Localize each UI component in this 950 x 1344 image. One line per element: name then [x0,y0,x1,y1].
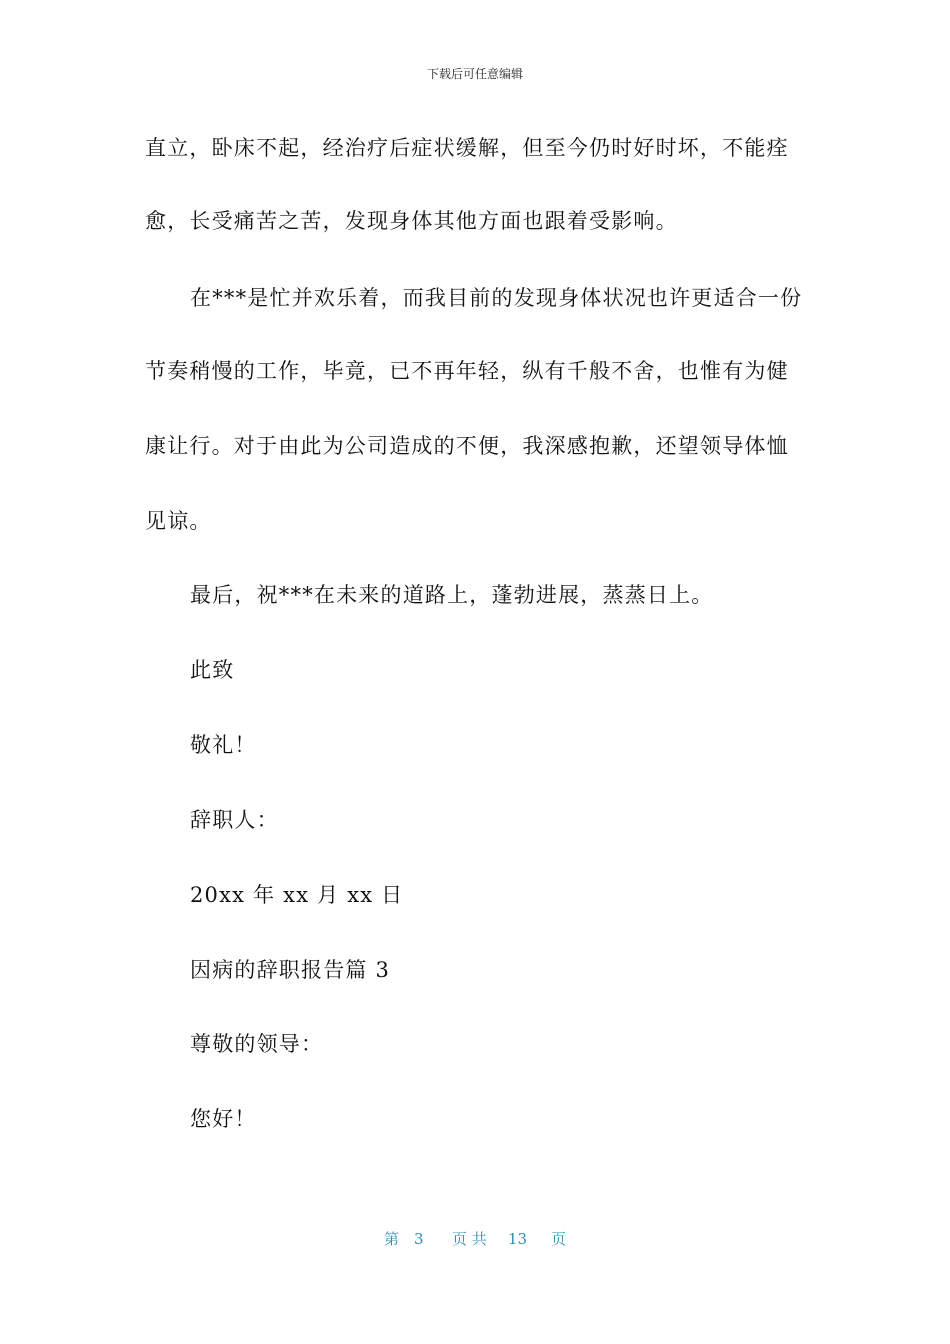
footer-label-end: 页 [551,1230,567,1248]
section-title: 因病的辞职报告篇 3 [190,958,391,982]
closing-respect: 敬礼！ [190,733,257,757]
paragraph-start-line: 最后，祝***在未来的道路上，蓬勃进展，蒸蒸日上。 [190,583,714,607]
closing-salutation: 此致 [190,658,235,682]
date-line: 20xx 年 xx 月 xx 日 [190,883,404,907]
paragraph-start-line: 在***是忙并欢乐着，而我目前的发现身体状况也许更适合一份 [190,286,803,310]
footer-total-pages: 13 [508,1230,528,1248]
text-line: 康让行。对于由此为公司造成的不便，我深感抱歉，还望领导体恤 [145,434,789,458]
page-header: 下载后可任意编辑 [426,67,523,81]
text-line: 直立，卧床不起，经治疗后症状缓解，但至今仍时好时坏，不能痊 [145,136,789,160]
footer-label-total: 页 共 [452,1230,487,1248]
signature-label: 辞职人： [190,808,279,832]
footer-current-page: 3 [414,1230,424,1248]
text-line: 节奏稍慢的工作，毕竟，已不再年轻，纵有千般不舍，也惟有为健 [145,359,789,383]
text-line: 愈，长受痛苦之苦，发现身体其他方面也跟着受影响。 [145,209,678,233]
footer-label-page: 第 [384,1230,400,1248]
greeting-line: 尊敬的领导： [190,1032,324,1056]
greeting-line: 您好！ [190,1107,257,1131]
text-line: 见谅。 [145,509,212,533]
